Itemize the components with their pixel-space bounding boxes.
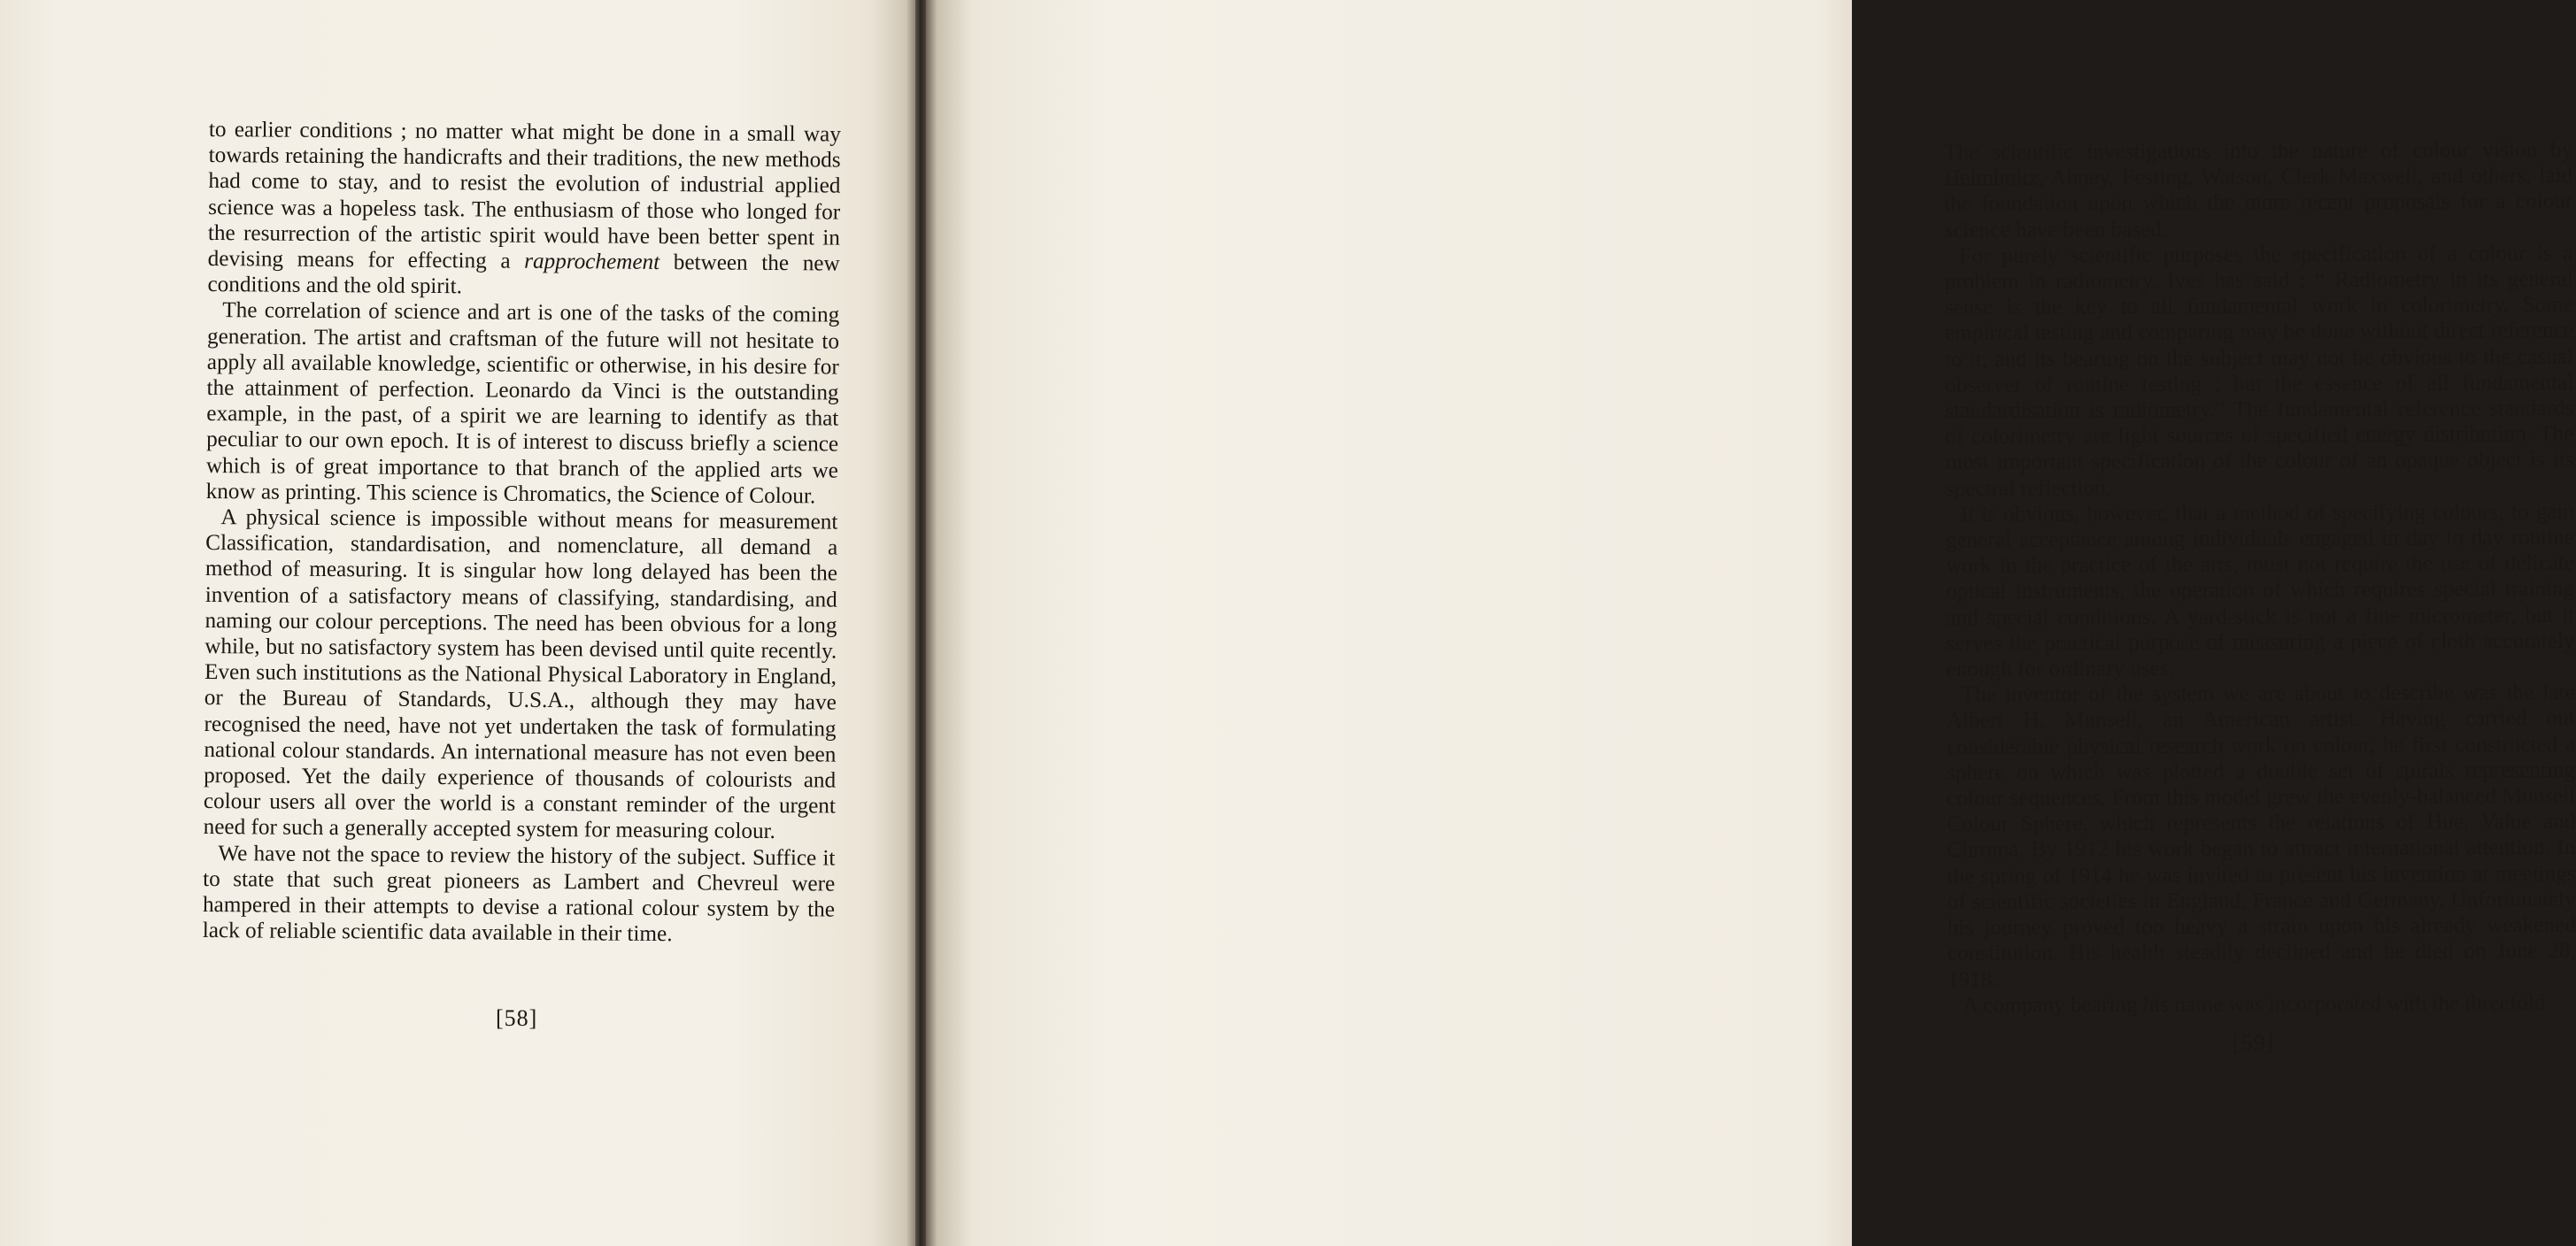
right-paragraph-5: A company bearing his name was incorporated with the threefold (1963, 990, 2546, 1018)
left-paragraph-1 (207, 117, 841, 303)
left-paragraph-3: A physical science is impossible without means for measurement Classification, standardisation, and nomenclature, all demand a method of measuring. It is singular how long delayed has been the invention of a satisfactory means of classifying, standardising, and naming our colour perceptions. The need has been obvious for a long while, but no satisfactory system has been devised until quite recently. Even such institutions as the National Physical Laboratory in England, or the Bureau of Standards, U.S.A., although they may have recognised the need, have not yet undertaken the task of formulating national colour standards. An international measure has not even been proposed. Yet the daily experience of thousands of colourists and colour users all over the world is a constant reminder of the urgent need for such a generally accepted system for measuring colour. (203, 505, 838, 844)
italic-term: rapprochement (524, 249, 660, 275)
right-page (926, 0, 2576, 1246)
right-paragraph-2: For purely scientific purposes the specification of a colour is a problem in radiometry. Ives has said : “ Radiometry in its general sense is the key to all fundamental work in colorimetry. Some empirical testing and comparing may be done without direct reference to it, and its bearing on the subject may not be obvious to the casual observer of routine testing ; but the essence of all fundamental standardisation is radiometry.” The fundamental reference standards of colorimetry are light sources of specified energy distribution. The most important specification of the colour of an opaque object is its spectral reflection. (1944, 241, 2574, 501)
left-page-number: [58] (496, 1005, 538, 1031)
left-page-body (203, 117, 841, 949)
left-paragraph-4: We have not the space to review the history of the subject. Suffice it to state that such great pioneers as Lambert and Chevreul were hampered in their attempts to devise a rational colour system by the lack of reliable scientific data available in their time. (202, 841, 836, 947)
left-paragraph-1-text: to earlier conditions ; no matter what might be done in a small way towards retaining the handicrafts and their traditions, the new methods had come to stay, and to resist the evolution of industrial applied science was a hopeless task. The enthusiasm of those who longed for the resurrection of the artistic spirit would have been better spent in devising means for effecting a (207, 117, 841, 273)
right-paragraph-4: The inventor of the system we are about to describe was the late Albert H. Munsell, an American artist. Having carried out considerable physical research work on colour, he first constructed a sphere on which was plotted a double set of spirals representing colour sequences. From this model grew the evenly-balanced Munsell Colour Sphere, which represents the relations of Hue, Value and Chroma. By 1912 his work began to attract international attention. In the spring of 1914 he was invited to present his invention at meetings of scientific societies in England, France and Germany. Unfortunately his journey proved too heavy a strain upon his already weakened constitution. His health steadily declined and he died on June 28, 1918. (1946, 681, 2576, 992)
book-gutter (915, 0, 926, 1246)
right-paragraph-1: The scientific investigations into the nature of colour vision by Helmholtz, Abney, Festing, Watson, Clerk Maxwell, and others, laid the foundation upon which the more recent proposals for a colour science have been based. (1944, 137, 2573, 242)
right-paragraph-3: It is obvious, however, that a method of specifying colours, to gain general acceptance among individuals engaged in day to day routine work in the practice of the arts, must not require the use of delicate optical instruments, the operation of which requires special training and special conditions. A yard-stick is not a fine micrometer, but it serves the practical purpose of measuring a piece of cloth accurately enough for ordinary uses. (1945, 499, 2575, 682)
right-page-body (1944, 137, 2576, 1019)
right-page-number: [59] (2233, 1030, 2275, 1056)
left-paragraph-2: The correlation of science and art is one of the tasks of the coming generation. The artist and craftsman of the future will not hesitate to apply all available knowledge, scientific or otherwise, in his desire for the attainment of perfection. Leonardo da Vinci is the outstanding example, in the past, of a spirit we are learning to identify as that peculiar to our own epoch. It is of interest to discuss briefly a science which is of great importance to that branch of the applied arts we know as printing. This science is Chromatics, the Science of Colour. (205, 298, 840, 509)
left-page (0, 0, 915, 1246)
left-paragraph-1-tail: between the new conditions and the old spirit. (207, 250, 840, 299)
